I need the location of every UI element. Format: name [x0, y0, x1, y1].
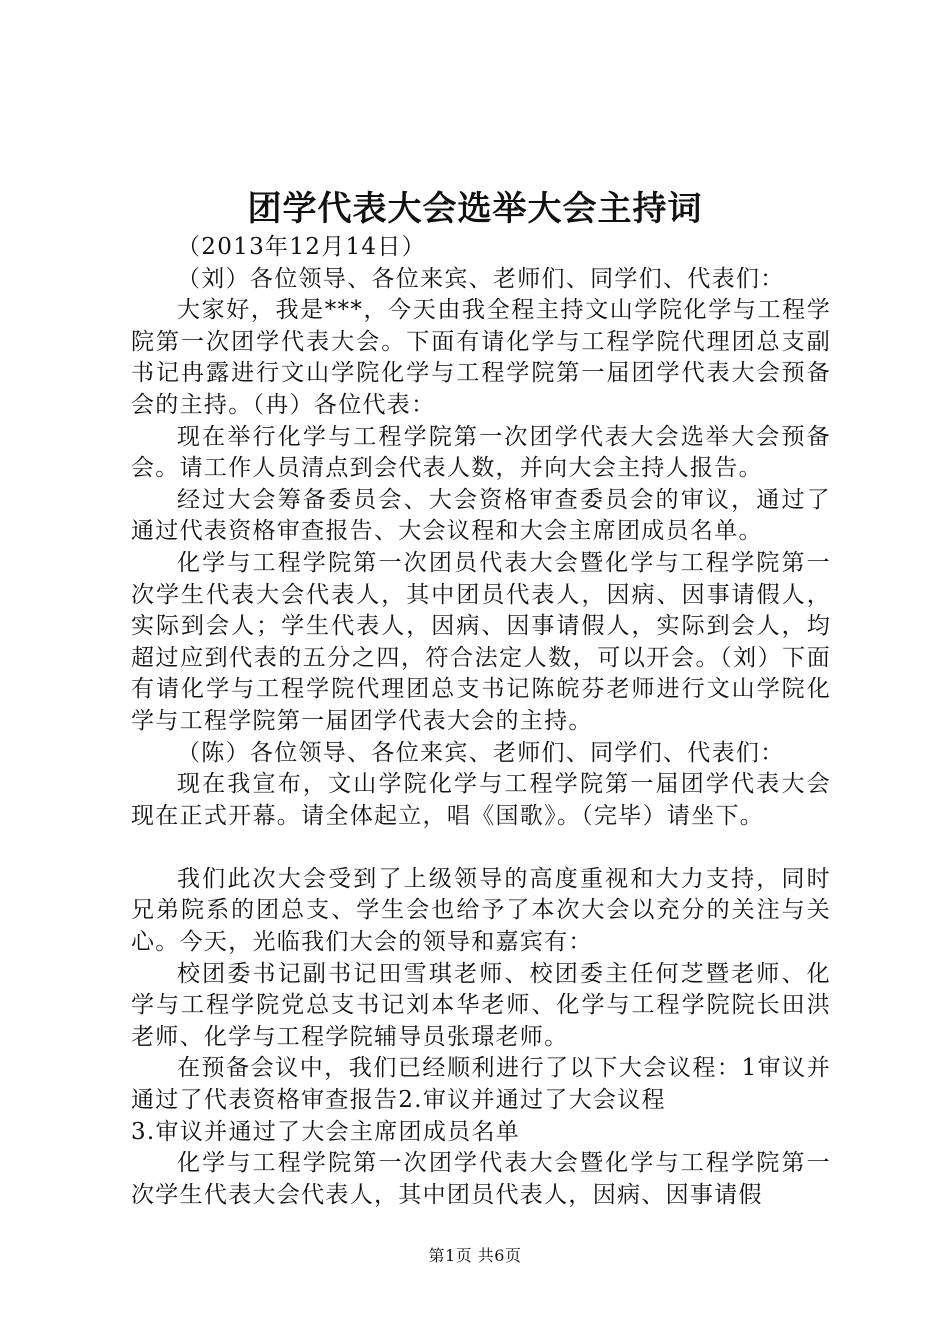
- date-line: （2013年12月14日）: [177, 234, 426, 260]
- paragraph: 经过大会筹备委员会、大会资格审查委员会的审议，通过了通过代表资格审查报告、大会议程和大会主席团成员名单。: [131, 486, 831, 545]
- paragraph: 在预备会议中，我们已经顺利进行了以下大会议程：1审议并通过了代表资格审查报告2.审议并通过了大会议程: [131, 1055, 831, 1114]
- paragraph: （刘）各位领导、各位来宾、老师们、同学们、代表们：: [177, 265, 785, 292]
- page-footer: 第1页 共6页: [428, 1246, 522, 1265]
- paragraph: 现在我宣布，文山学院化学与工程学院第一届团学代表大会现在正式开幕。请全体起立，唱《国歌》。（完毕）请坐下。: [131, 771, 831, 829]
- paragraph: （陈）各位领导、各位来宾、老师们、同学们、代表们：: [177, 739, 785, 766]
- document-title: 团学代表大会选举大会主持词: [247, 189, 703, 229]
- agenda-item: 3.审议并通过了大会主席团成员名单: [131, 1118, 521, 1145]
- document-body: [131, 232, 831, 1211]
- paragraph: 大家好，我是***，今天由我全程主持文山学院化学与工程学院第一次团学代表大会。下面有请化学与工程学院代理团总支副书记冉露进行文山学院化学与工程学院第一届团学代表大会预备会的主持。（冉）各位代表：: [131, 297, 831, 418]
- blank-line: [131, 832, 831, 864]
- paragraph: 校团委书记副书记田雪琪老师、校团委主任何芝暨老师、化学与工程学院党总支书记刘本华老师、化学与工程学院院长田洪老师、化学与工程学院辅导员张璟老师。: [131, 960, 831, 1050]
- paragraph: 我们此次大会受到了上级领导的高度重视和大力支持，同时兄弟院系的团总支、学生会也给予了本次大会以充分的关注与关心。今天，光临我们大会的领导和嘉宾有：: [131, 865, 831, 956]
- paragraph: 现在举行化学与工程学院第一次团学代表大会选举大会预备会。请工作人员清点到会代表人数，并向大会主持人报告。: [131, 423, 831, 482]
- paragraph: 化学与工程学院第一次团员代表大会暨化学与工程学院第一次学生代表大会代表人，其中团员代表人，因病、因事请假人，实际到会人；学生代表人，因病、因事请假人，实际到会人，均超过应到代表的五分之四，符合法定人数，可以开会。（刘）下面有请化学与工程学院代理团总支书记陈皖芬老师进行文山学院化学与工程学院第一届团学代表大会的主持。: [131, 549, 831, 734]
- paragraph: 化学与工程学院第一次团学代表大会暨化学与工程学院第一次学生代表大会代表人，其中团员代表人，因病、因事请假: [131, 1150, 831, 1208]
